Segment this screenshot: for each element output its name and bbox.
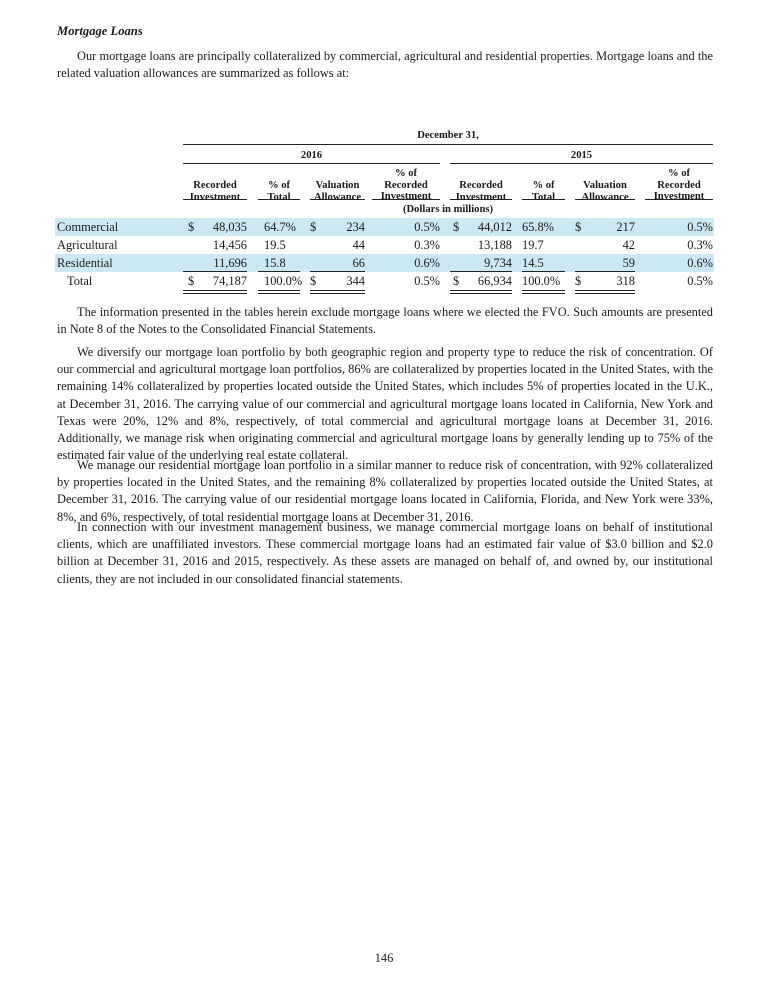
table-cell: $ <box>575 220 582 234</box>
table-cell: 344 <box>346 274 365 288</box>
table-cell: 42 <box>622 238 635 252</box>
table-row <box>55 236 714 254</box>
divider <box>183 199 247 200</box>
divider <box>645 199 713 200</box>
table-cell: 15.8 <box>264 256 286 270</box>
table-cell: 100.0% <box>264 274 303 288</box>
paragraph-diversify: We diversify our mortgage loan portfolio by both geographic region and property type to reduce the risk of concentration. Of our commercial and agricultural mortgage loan portfolios, 86% are collateralized by properties located in the United States, with the remaining 14% collateralized by properties located outside the United States, which includes 5% of properties located in the U.K., at December 31, 2016. The carrying value of our commercial and agricultural mortgage loans located in California, New York and Texas were 20%, 12% and 8%, respectively, of total commercial and agricultural mortgage loans at December 31, 2016. Additionally, we manage risk when originating commercial and agricultural mortgage loans by generally lending up to 75% of the estimated fair value of the underlying real estate collateral. <box>57 345 713 463</box>
paragraph-fvo: The information presented in the tables herein exclude mortgage loans where we elected the FVO. Such amounts are presented in Note 8 of the Notes to the Consolidated Financial Statements. <box>57 305 713 337</box>
double-underline <box>258 290 300 294</box>
table-cell: 59 <box>622 256 635 270</box>
table-cell: 0.5% <box>414 274 440 288</box>
divider <box>575 271 635 272</box>
year-header-2015: 2015 <box>570 150 593 161</box>
page-number: 146 <box>374 951 394 965</box>
double-underline <box>522 290 565 294</box>
row-label: Commercial <box>57 220 119 234</box>
table-cell: 74,187 <box>212 274 247 288</box>
divider <box>183 144 713 145</box>
table-cell: 217 <box>616 220 635 234</box>
column-header: Valuation Allowance <box>313 180 362 203</box>
table-cell: 0.5% <box>414 220 440 234</box>
divider <box>258 199 300 200</box>
table-cell: 48,035 <box>212 220 247 234</box>
table-cell: 9,734 <box>484 256 512 270</box>
table-cell: 64.7% <box>264 220 297 234</box>
column-header: % of Recorded Investment <box>653 168 705 202</box>
row-label: Agricultural <box>57 238 118 252</box>
table-cell: 66 <box>352 256 365 270</box>
table-cell: 0.5% <box>687 220 713 234</box>
table-cell: 0.6% <box>414 256 440 270</box>
table-cell: $ <box>188 220 195 234</box>
table-row <box>55 272 714 290</box>
table-cell: 19.7 <box>522 238 544 252</box>
double-underline <box>450 290 512 294</box>
table-cell: 66,934 <box>477 274 512 288</box>
divider <box>183 271 247 272</box>
column-header: Recorded Investment <box>455 180 507 203</box>
table-cell: $ <box>575 274 582 288</box>
table-cell: 44,012 <box>477 220 512 234</box>
table-cell: $ <box>310 274 317 288</box>
table-cell: 0.6% <box>687 256 713 270</box>
double-underline <box>183 290 247 294</box>
row-label: Residential <box>57 256 113 270</box>
table-cell: 0.3% <box>687 238 713 252</box>
table-row <box>55 218 714 236</box>
table-cell: 0.3% <box>414 238 440 252</box>
divider <box>310 199 365 200</box>
section-title: Mortgage Loans <box>57 24 143 38</box>
divider <box>258 271 300 272</box>
divider <box>450 271 512 272</box>
divider <box>372 199 440 200</box>
year-header-2016: 2016 <box>300 150 323 161</box>
table-cell: 100.0% <box>522 274 561 288</box>
column-header: % of Total <box>531 180 556 203</box>
period-header: December 31, <box>417 130 479 141</box>
table-cell: 14,456 <box>212 238 247 252</box>
paragraph-residential: We manage our residential mortgage loan portfolio in a similar manner to reduce risk of concentration, with 92% collateralized by properties located in the United States, and the remaining 8% collateralized by properties located outside the United States, at December 31, 2016. The carrying value of our residential mortgage loans located in California, Florida, and New York were 33%, 8%, and 6%, respectively, of total residential mortgage loans at December 31, 2016. <box>57 458 713 524</box>
table-cell: $ <box>453 220 460 234</box>
divider <box>575 199 635 200</box>
table-cell: $ <box>188 274 195 288</box>
row-label: Total <box>67 274 93 288</box>
table-cell: 0.5% <box>687 274 713 288</box>
table-cell: 19.5 <box>264 238 286 252</box>
table-row <box>55 254 714 272</box>
table-cell: 318 <box>616 274 635 288</box>
table-cell: 234 <box>346 220 365 234</box>
double-underline <box>575 290 635 294</box>
divider <box>522 271 565 272</box>
divider <box>183 163 440 164</box>
table-cell: $ <box>453 274 460 288</box>
table-cell: 44 <box>352 238 365 252</box>
column-header: % of Total <box>267 180 291 203</box>
paragraph-intro: Our mortgage loans are principally collateralized by commercial, agricultural and residential properties. Mortgage loans and the related valuation allowances are summarized as follows at: <box>57 49 713 81</box>
column-header: Valuation Allowance <box>581 180 629 203</box>
divider <box>450 163 713 164</box>
table-cell: 65.8% <box>522 220 555 234</box>
table-cell: $ <box>310 220 317 234</box>
table-cell: 13,188 <box>477 238 512 252</box>
table-cell: 14.5 <box>522 256 544 270</box>
column-header: % of Recorded Investment <box>380 168 432 202</box>
paragraph-investment-management: In connection with our investment management business, we manage commercial mortgage loans on behalf of institutional clients, which are unaffiliated investors. These commercial mortgage loans had an estimated fair value of $3.0 billion and $2.0 billion at December 31, 2016 and 2015, respectively. As these assets are managed on behalf of, and owned by, our institutional clients, they are not included in our consolidated financial statements. <box>57 520 713 586</box>
units-label: (Dollars in millions) <box>402 204 494 215</box>
column-header: Recorded Investment <box>189 180 241 203</box>
table-cell: 11,696 <box>213 256 247 270</box>
divider <box>450 199 512 200</box>
divider <box>522 199 565 200</box>
double-underline <box>310 290 365 294</box>
divider <box>310 271 365 272</box>
